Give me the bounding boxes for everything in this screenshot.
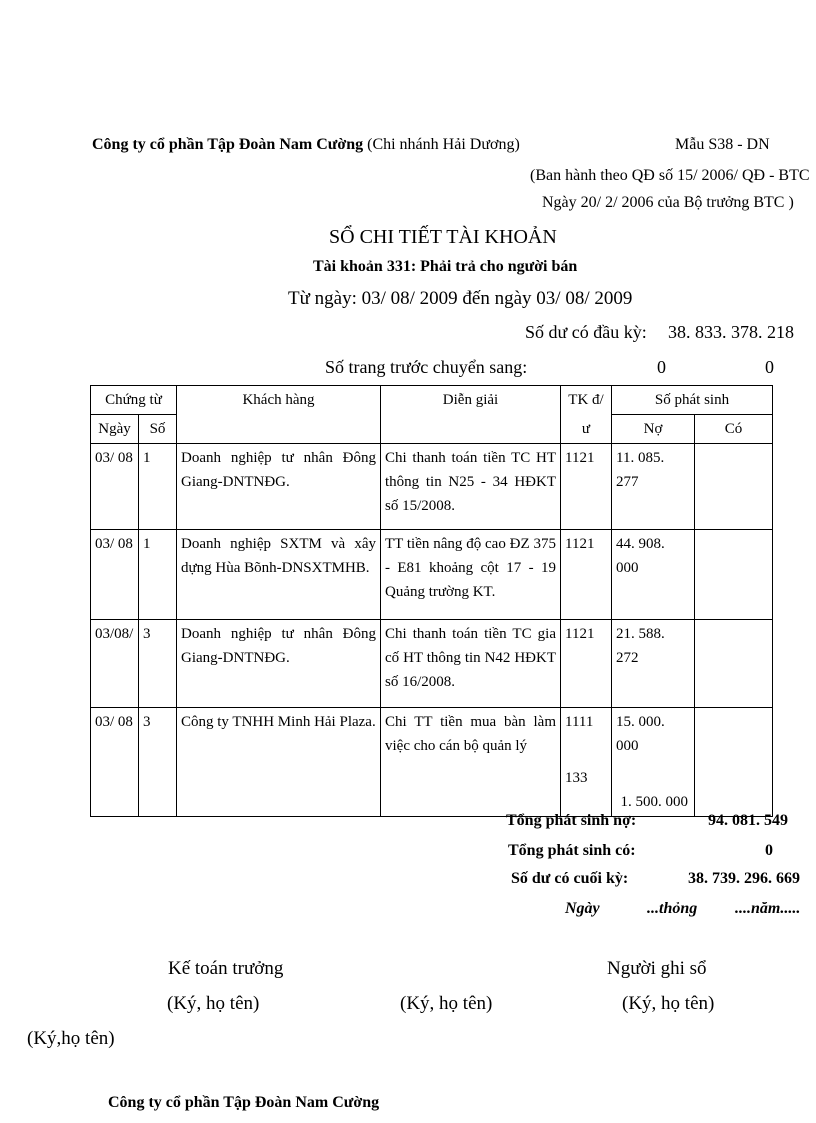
carry-forward-debit: 0 bbox=[657, 357, 666, 377]
row-account: 1121 bbox=[561, 620, 612, 708]
row-customer: Doanh nghiệp SXTM và xây dựng Hùa Bõnh-DNSXTMHB. bbox=[177, 530, 381, 620]
header-customer: Khách hàng bbox=[177, 386, 381, 415]
row-customer: Doanh nghiệp tư nhân Đông Giang-DNTNĐG. bbox=[177, 620, 381, 708]
table-row bbox=[91, 530, 773, 620]
header-amount: Số phát sinh bbox=[612, 386, 773, 415]
header-number: Số bbox=[139, 415, 177, 444]
signature-line-3: (Ký, họ tên) bbox=[622, 993, 715, 1014]
row-account-cell bbox=[561, 708, 612, 817]
table-subheader-row bbox=[91, 415, 773, 444]
carry-forward-credit: 0 bbox=[765, 357, 774, 377]
header-description: Diễn giải bbox=[381, 386, 561, 415]
recorder-title: Người ghi sổ bbox=[607, 958, 707, 979]
date-year: ....năm..... bbox=[735, 900, 801, 917]
row-date: 03/ 08 bbox=[91, 444, 139, 530]
row-credit bbox=[695, 444, 773, 530]
row-number: 1 bbox=[139, 444, 177, 530]
branch-name: (Chi nhánh Hải Dương) bbox=[367, 136, 520, 153]
row-description: TT tiền nâng độ cao ĐZ 375 - E81 khoảng cột 17 - 19 Quảng trường KT. bbox=[381, 530, 561, 620]
company-header bbox=[92, 136, 520, 154]
footer-company: Công ty cổ phần Tập Đoàn Nam Cường bbox=[108, 1094, 380, 1111]
row-debit-cell bbox=[612, 708, 695, 817]
header-tk-bottom: ư bbox=[561, 415, 612, 444]
total-debit-label: Tổng phát sinh nợ: bbox=[506, 812, 637, 829]
row-credit bbox=[695, 530, 773, 620]
row-debit: 15. 000. 000 bbox=[616, 714, 665, 754]
closing-balance-value: 38. 739. 296. 669 bbox=[688, 870, 800, 887]
header-date: Ngày bbox=[91, 415, 139, 444]
row-credit bbox=[695, 708, 773, 817]
table-header-row bbox=[91, 386, 773, 415]
row-description: Chi TT tiền mua bàn làm việc cho cán bộ quản lý bbox=[381, 708, 561, 817]
opening-balance-label: Số dư có đầu kỳ: bbox=[525, 322, 647, 342]
row-account: 1121 bbox=[561, 530, 612, 620]
table-row bbox=[91, 620, 773, 708]
table-row bbox=[91, 708, 773, 817]
row-date: 03/ 08 bbox=[91, 708, 139, 817]
row-customer: Doanh nghiệp tư nhân Đông Giang-DNTNĐG. bbox=[177, 444, 381, 530]
ledger-table bbox=[90, 385, 773, 817]
header-tk-top: TK đ/ bbox=[561, 386, 612, 415]
chief-accountant-title: Kế toán trưởng bbox=[168, 958, 284, 979]
date-day: Ngày bbox=[565, 900, 600, 917]
form-code: Mẫu S38 - DN bbox=[675, 136, 770, 153]
decree-line-1: (Ban hành theo QĐ số 15/ 2006/ QĐ - BTC bbox=[530, 167, 810, 184]
row-description: Chi thanh toán tiền TC gia cố HT thông tin N42 HĐKT số 16/2008. bbox=[381, 620, 561, 708]
total-credit-label: Tổng phát sinh có: bbox=[508, 842, 636, 859]
table-row bbox=[91, 444, 773, 530]
header-debit: Nợ bbox=[612, 415, 695, 444]
header-voucher: Chứng từ bbox=[91, 386, 177, 415]
row-description: Chi thanh toán tiền TC HT thông tin N25 - 34 HĐKT số 15/2008. bbox=[381, 444, 561, 530]
row-debit: 44. 908. 000 bbox=[612, 530, 695, 620]
row-account-2: 133 bbox=[565, 770, 588, 786]
header-credit: Có bbox=[695, 415, 773, 444]
company-name: Công ty cổ phần Tập Đoàn Nam Cường bbox=[92, 136, 364, 153]
row-account: 1121 bbox=[561, 444, 612, 530]
closing-balance-label: Số dư có cuối kỳ: bbox=[511, 870, 629, 887]
signature-line-4: (Ký,họ tên) bbox=[27, 1028, 115, 1049]
header-customer-blank bbox=[177, 415, 381, 444]
row-credit bbox=[695, 620, 773, 708]
row-debit: 11. 085. 277 bbox=[612, 444, 695, 530]
date-month: ...thỏng bbox=[647, 900, 698, 917]
row-account: 1111 bbox=[565, 714, 594, 730]
row-number: 1 bbox=[139, 530, 177, 620]
row-customer: Công ty TNHH Minh Hải Plaza. bbox=[177, 708, 381, 817]
signature-line-2: (Ký, họ tên) bbox=[400, 993, 493, 1014]
total-credit-value: 0 bbox=[765, 842, 773, 859]
row-debit-2: 1. 500. 000 bbox=[620, 794, 688, 810]
decree-line-2: Ngày 20/ 2/ 2006 của Bộ trưởng BTC ) bbox=[542, 194, 794, 211]
opening-balance-value: 38. 833. 378. 218 bbox=[668, 322, 794, 342]
signature-line-1: (Ký, họ tên) bbox=[167, 993, 260, 1014]
period-line: Từ ngày: 03/ 08/ 2009 đến ngày 03/ 08/ 2009 bbox=[288, 288, 633, 309]
account-title: Tài khoản 331: Phải trả cho người bán bbox=[313, 258, 578, 275]
page-title: SỔ CHI TIẾT TÀI KHOẢN bbox=[329, 226, 557, 248]
row-debit: 21. 588. 272 bbox=[612, 620, 695, 708]
carry-forward-label: Số trang trước chuyển sang: bbox=[325, 357, 528, 377]
row-date: 03/ 08 bbox=[91, 530, 139, 620]
row-number: 3 bbox=[139, 708, 177, 817]
header-description-blank bbox=[381, 415, 561, 444]
row-number: 3 bbox=[139, 620, 177, 708]
row-date: 03/08/ bbox=[91, 620, 139, 708]
total-debit-value: 94. 081. 549 bbox=[708, 812, 788, 829]
